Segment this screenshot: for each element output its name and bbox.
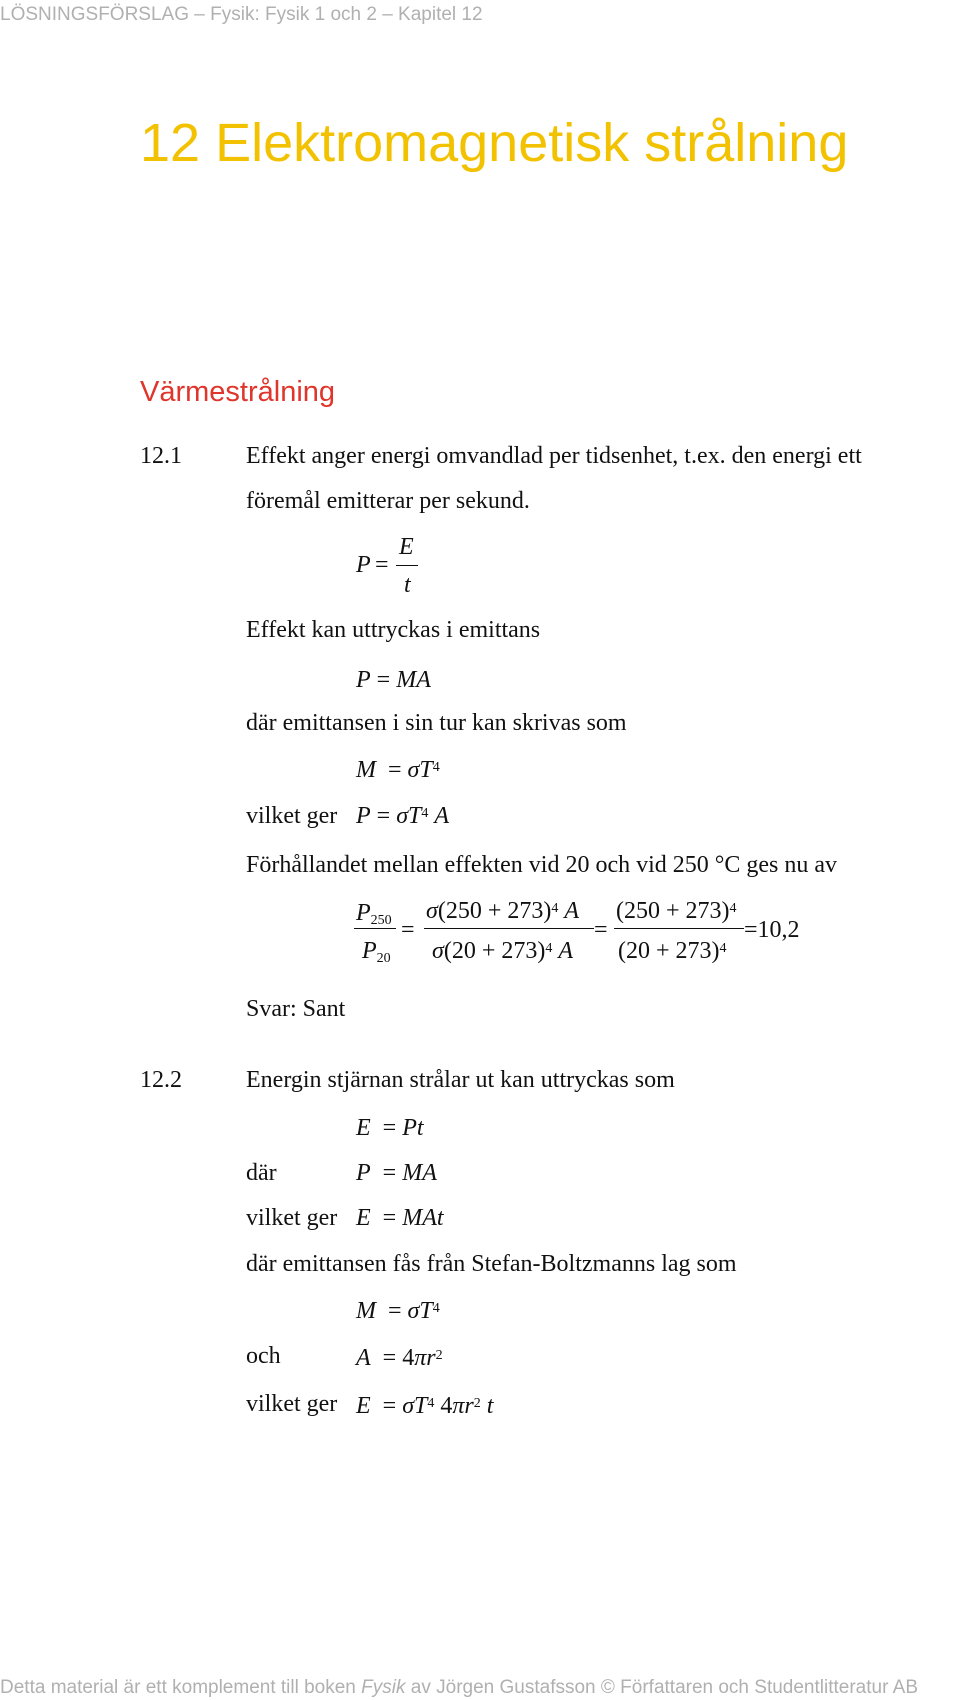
formula-e-equals-sigma-t4-4pi-r2-t: $E = \sigma T^4$ $4\pi r^2$ t: [356, 1393, 494, 1419]
p1-line-emittans: Effekt kan uttryckas i emittans: [246, 617, 541, 643]
p1-answer: Svar: Sant: [246, 996, 346, 1022]
footer-text-after: av Jörgen Gustafsson © Författaren och Studentlitteratur AB: [405, 1677, 918, 1698]
page-footer: [0, 1677, 918, 1699]
p2-dar: där: [246, 1160, 277, 1186]
problem-number-12-2: 12.2: [140, 1067, 182, 1093]
formula-p-equals-ma: P = MA: [356, 667, 431, 693]
formula-p-equals-ma-2: P = MA: [356, 1160, 437, 1186]
problem-number-12-1: 12.1: [140, 443, 182, 469]
ratio-result: =10,2: [744, 917, 800, 943]
p2-vilket-ger-2: vilket ger: [246, 1391, 338, 1417]
formula-m-equals-sigma-t4: $M = \sigma T^4$: [356, 757, 440, 783]
p1-line-forhallandet: Förhållandet mellan effekten vid 20 och vid 250 °C ges nu av: [246, 852, 838, 878]
footer-book-title: Fysik: [361, 1677, 406, 1698]
chapter-title: 12 Elektromagnetisk strålning: [140, 113, 849, 173]
formula-e-equals-pt: E = Pt: [356, 1115, 424, 1141]
section-heading: Värmestrålning: [140, 376, 336, 408]
formula-p-equals-sigma-t4-a: $P = \sigma T^4$ A: [356, 803, 450, 829]
footer-text-before: Detta material är ett komplement till boken: [0, 1677, 362, 1698]
p2-intro: Energin stjärnan strålar ut kan uttryckas som: [246, 1067, 675, 1093]
p1-line-emittansen: där emittansen i sin tur kan skrivas som: [246, 710, 627, 736]
p1-intro-line-2: föremål emitterar per sekund.: [246, 488, 530, 514]
formula-a-equals-4pi-r2: $A = 4\pi r^2$: [356, 1345, 443, 1371]
p2-och: och: [246, 1343, 281, 1369]
p2-vilket-ger-1: vilket ger: [246, 1205, 338, 1231]
formula-e-equals-mat: E = MAt: [356, 1205, 444, 1231]
p2-line-stefan: där emittansen fås från Stefan-Boltzmanns lag som: [246, 1251, 737, 1277]
formula-m-equals-sigma-t4-2: $M = \sigma T^4$: [356, 1298, 440, 1324]
p1-intro-line-1: Effekt anger energi omvandlad per tidsenhet, t.ex. den energi ett: [246, 443, 862, 469]
p1-vilket-ger: vilket ger: [246, 803, 338, 829]
page-header: LÖSNINGSFÖRSLAG – Fysik: Fysik 1 och 2 – Kapitel 12: [0, 4, 483, 25]
